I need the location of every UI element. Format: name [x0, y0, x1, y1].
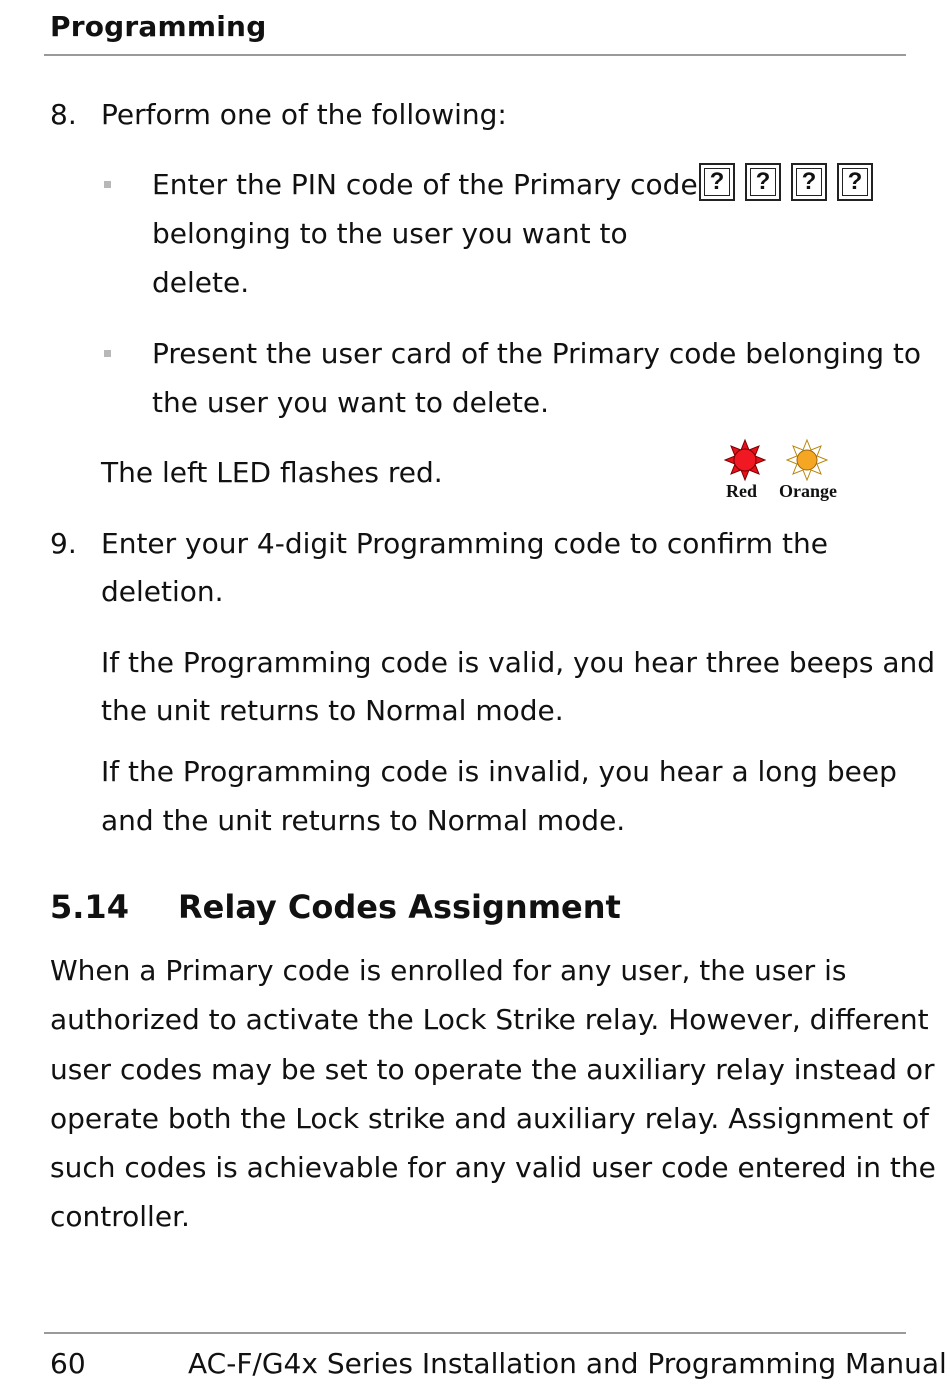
body-line: such codes is achievable for any valid user code entered in the — [50, 1151, 936, 1184]
pin-key-box: ? — [791, 163, 827, 201]
bullet-line: delete. — [152, 266, 250, 299]
step-8-text: Perform one of the following: — [101, 98, 507, 131]
step-9-line: Enter your 4-digit Programming code to confirm the — [101, 527, 828, 560]
pin-key-box: ? — [699, 163, 735, 201]
pin-key-box: ? — [837, 163, 873, 201]
red-led-label: Red — [726, 481, 757, 501]
invalid-code-line: and the unit returns to Normal mode. — [101, 804, 626, 837]
red-led-icon — [718, 438, 778, 484]
section-number: 5.14 — [50, 888, 129, 926]
step-9-number: 9. — [50, 527, 77, 560]
valid-code-line: If the Programming code is valid, you hear three beeps and — [101, 646, 936, 679]
bullet-marker — [104, 350, 111, 357]
section-title: Relay Codes Assignment — [178, 888, 621, 926]
orange-led-label: Orange — [779, 481, 837, 501]
footer-rule — [44, 1332, 906, 1334]
bullet-marker — [104, 181, 111, 188]
pin-key-box: ? — [745, 163, 781, 201]
page-number: 60 — [50, 1347, 86, 1380]
manual-title: AC-F/G4x Series Installation and Programming Manual — [188, 1347, 947, 1380]
body-line: user codes may be set to operate the auxiliary relay instead or — [50, 1053, 935, 1086]
bullet-line: belonging to the user you want to — [152, 217, 628, 250]
invalid-code-line: If the Programming code is invalid, you hear a long beep — [101, 755, 897, 788]
step-9-line: deletion. — [101, 575, 224, 608]
body-line: controller. — [50, 1200, 190, 1233]
valid-code-line: the unit returns to Normal mode. — [101, 694, 564, 727]
header-rule — [44, 54, 906, 56]
running-header: Programming — [50, 10, 267, 43]
body-line: operate both the Lock strike and auxiliary relay. Assignment of — [50, 1102, 929, 1135]
bullet-line: Present the user card of the Primary code belonging to — [152, 337, 922, 370]
step-8-number: 8. — [50, 98, 77, 131]
body-line: authorized to activate the Lock Strike relay. However, different — [50, 1003, 929, 1036]
led-result-text: The left LED flashes red. — [101, 456, 443, 489]
orange-led-icon — [780, 438, 840, 484]
bullet-line: Enter the PIN code of the Primary code — [152, 168, 698, 201]
bullet-line: the user you want to delete. — [152, 386, 549, 419]
body-line: When a Primary code is enrolled for any user, the user is — [50, 954, 847, 987]
